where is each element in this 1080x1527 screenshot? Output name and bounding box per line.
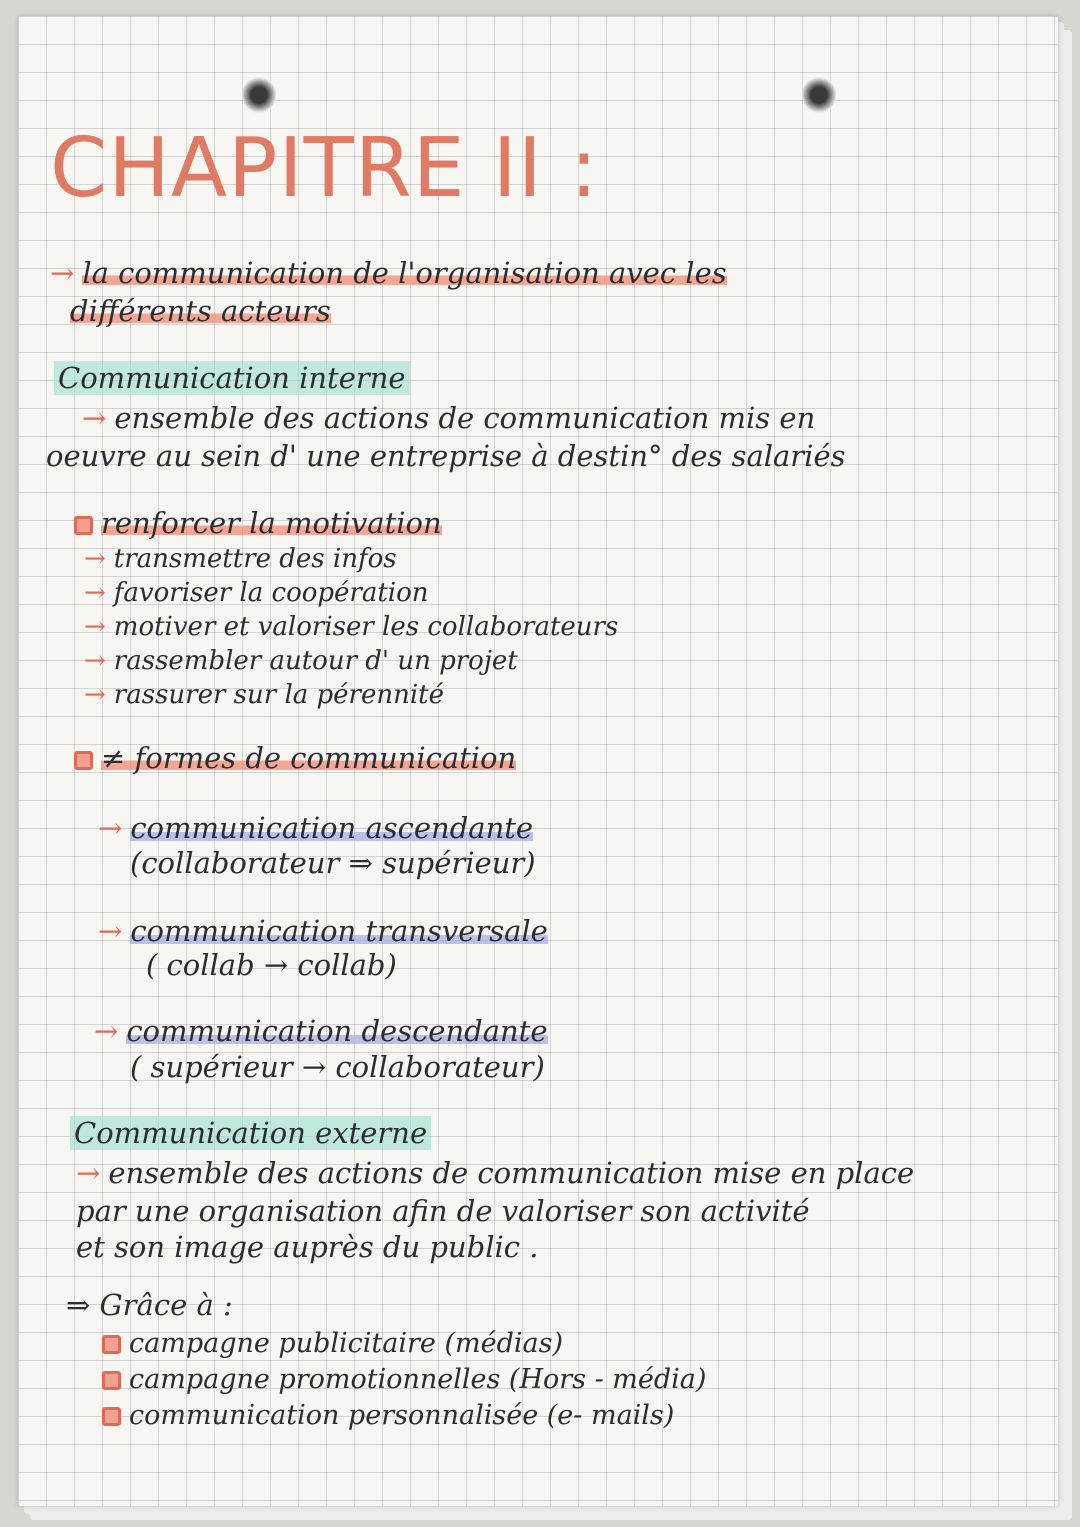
goal-item: [84, 646, 518, 676]
forms-heading: [74, 741, 516, 775]
square-bullet-icon: [102, 1371, 121, 1390]
intro-text-1: la communication de l'organisation avec les: [82, 256, 727, 290]
square-bullet-icon: [102, 1407, 121, 1426]
internal-def-line-1: [82, 401, 815, 435]
means-item: [102, 1364, 706, 1395]
goal-item: [84, 612, 618, 642]
internal-def-text-1: ensemble des actions de communication mis en: [114, 401, 816, 435]
form-name: [98, 811, 533, 845]
means-item-text: campagne publicitaire (médias): [129, 1328, 563, 1359]
external-def-line-2: [76, 1194, 810, 1228]
arrow-right-icon: →: [98, 811, 123, 845]
form-name-text: communication ascendante: [130, 811, 534, 845]
intro-line-2: [70, 294, 331, 328]
goal-item: [84, 544, 397, 574]
internal-def-text-2: oeuvre au sein d' une entreprise à destin° des salariés: [46, 439, 846, 473]
form-detail-text: ( collab → collab): [146, 948, 397, 982]
goal-item: [84, 680, 444, 710]
goal-item-text: motiver et valoriser les collaborateurs: [113, 612, 619, 642]
goal-item-text: favoriser la coopération: [113, 578, 429, 608]
form-name: [98, 914, 548, 948]
form-name-text: communication descendante: [126, 1014, 548, 1048]
form-detail: [130, 846, 536, 880]
means-item: [102, 1400, 674, 1431]
goal-item: [84, 578, 429, 608]
external-def-text-3: et son image auprès du public .: [76, 1230, 539, 1264]
goal-item-text: rassurer sur la pérennité: [113, 680, 445, 710]
arrow-right-icon: →: [84, 578, 106, 608]
goal-item-text: transmettre des infos: [113, 544, 397, 574]
means-item-text: communication personnalisée (e- mails): [129, 1400, 675, 1431]
arrow-right-icon: →: [94, 1014, 119, 1048]
arrow-right-icon: →: [50, 256, 75, 290]
arrow-right-icon: →: [82, 401, 107, 435]
forms-heading-text: ≠ formes de communication: [101, 741, 517, 775]
notebook-page: [18, 16, 1058, 1506]
arrow-right-icon: →: [84, 680, 106, 710]
form-name-text: communication transversale: [130, 914, 548, 948]
external-def-line-3: [76, 1230, 538, 1264]
arrow-right-icon: →: [76, 1156, 101, 1190]
binder-hole-left: [242, 76, 276, 114]
means-heading-text: ⇒ Grâce à :: [66, 1288, 233, 1322]
arrow-right-icon: →: [98, 914, 123, 948]
intro-text-2: différents acteurs: [70, 294, 331, 328]
arrow-right-icon: →: [84, 646, 106, 676]
external-heading-text: Communication externe: [70, 1116, 431, 1150]
binder-hole-right: [802, 76, 836, 114]
means-heading: [66, 1288, 233, 1322]
intro-line-1: [50, 256, 727, 290]
form-detail-text: (collaborateur ⇒ supérieur): [130, 846, 536, 880]
page-title: CHAPITRE II :: [50, 121, 599, 216]
form-detail: [130, 1050, 545, 1084]
external-def-line-1: [76, 1156, 914, 1190]
internal-heading-text: Communication interne: [54, 361, 410, 395]
external-heading: [70, 1116, 431, 1150]
internal-heading: [54, 361, 410, 395]
square-bullet-icon: [74, 516, 93, 535]
means-item-text: campagne promotionnelles (Hors - média): [129, 1364, 707, 1395]
external-def-text-1: ensemble des actions de communication mise en place: [108, 1156, 915, 1190]
form-detail-text: ( supérieur → collaborateur): [130, 1050, 545, 1084]
arrow-right-icon: →: [84, 612, 106, 642]
internal-def-line-2: [46, 439, 845, 473]
goal-heading-text: renforcer la motivation: [101, 506, 442, 540]
means-item: [102, 1328, 563, 1359]
goal-heading: [74, 506, 442, 540]
square-bullet-icon: [74, 751, 93, 770]
external-def-text-2: par une organisation afin de valoriser son activité: [76, 1194, 810, 1228]
arrow-right-icon: →: [84, 544, 106, 574]
square-bullet-icon: [102, 1335, 121, 1354]
form-name: [94, 1014, 548, 1048]
form-detail: [146, 948, 397, 982]
goal-item-text: rassembler autour d' un projet: [113, 646, 518, 676]
